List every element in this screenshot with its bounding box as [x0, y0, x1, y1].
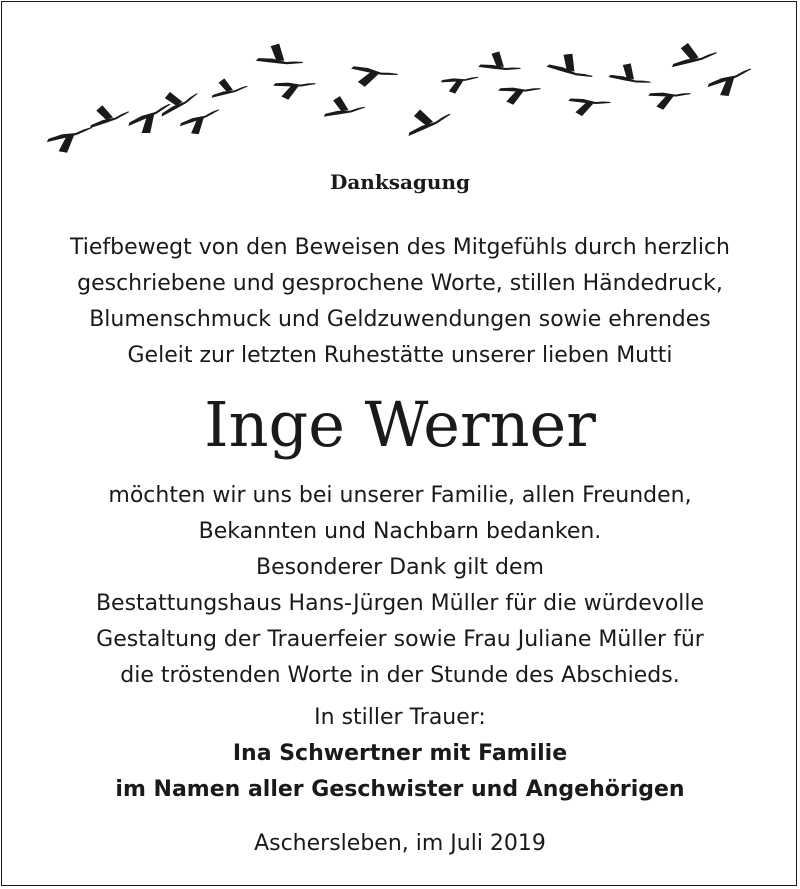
thanks-line: Bestattungshaus Hans-Jürgen Müller für die würdevolle [95, 591, 705, 616]
crane-silhouette [706, 68, 757, 100]
crane-silhouette [256, 40, 306, 69]
crane-silhouette [209, 75, 249, 98]
intro-paragraph [0, 230, 800, 374]
crane-silhouette [566, 95, 611, 121]
thanks-line: möchten wir uns bei unserer Familie, allen Freunden, [108, 483, 692, 508]
thanks-line: Bekannten und Nachbarn bedanken. [198, 519, 602, 544]
intro-line: Blumenschmuck und Geldzuwendungen sowie ehrendes [89, 307, 711, 332]
crane-silhouette [178, 109, 224, 138]
flock-of-cranes-illustration [40, 40, 760, 170]
crane-silhouette [647, 90, 691, 113]
mourner-family-line: im Namen aller Geschwister und Angehörigen [115, 777, 685, 802]
crane-silhouette [401, 100, 452, 136]
thanks-paragraph [0, 478, 800, 694]
crane-silhouette [347, 62, 398, 94]
mourning-label: In stiller Trauer: [314, 705, 486, 730]
crane-silhouette [272, 80, 316, 103]
crane-silhouette [608, 59, 654, 88]
crane-silhouette [668, 40, 718, 67]
crane-silhouette [46, 127, 96, 156]
crane-silhouette [497, 85, 541, 108]
thanks-line: die tröstenden Worte in der Stunde des Abschieds. [120, 663, 680, 688]
intro-line: Tiefbewegt von den Beweisen des Mitgefühls durch herzlich [69, 235, 731, 260]
crane-silhouette [441, 77, 479, 94]
place-and-date: Aschersleben, im Juli 2019 [254, 831, 546, 856]
crane-silhouette [85, 99, 131, 128]
thanks-line: Besonderer Dank gilt dem [256, 555, 544, 580]
intro-line: geschriebene und gesprochene Worte, stillen Händedruck, [77, 271, 723, 296]
crane-silhouette [478, 48, 523, 74]
deceased-name: Inge Werner [204, 388, 596, 461]
notice-heading: Danksagung [330, 170, 470, 194]
mourning-signature [0, 700, 800, 808]
crane-silhouette [546, 47, 597, 83]
crane-silhouette [154, 82, 200, 117]
intro-line: Geleit zur letzten Ruhestätte unserer lieben Mutti [127, 343, 673, 368]
thanks-line: Gestaltung der Trauerfeier sowie Frau Juliane Müller für [96, 627, 704, 652]
mourner-name: Ina Schwertner mit Familie [232, 741, 568, 766]
crane-silhouette [322, 94, 366, 117]
